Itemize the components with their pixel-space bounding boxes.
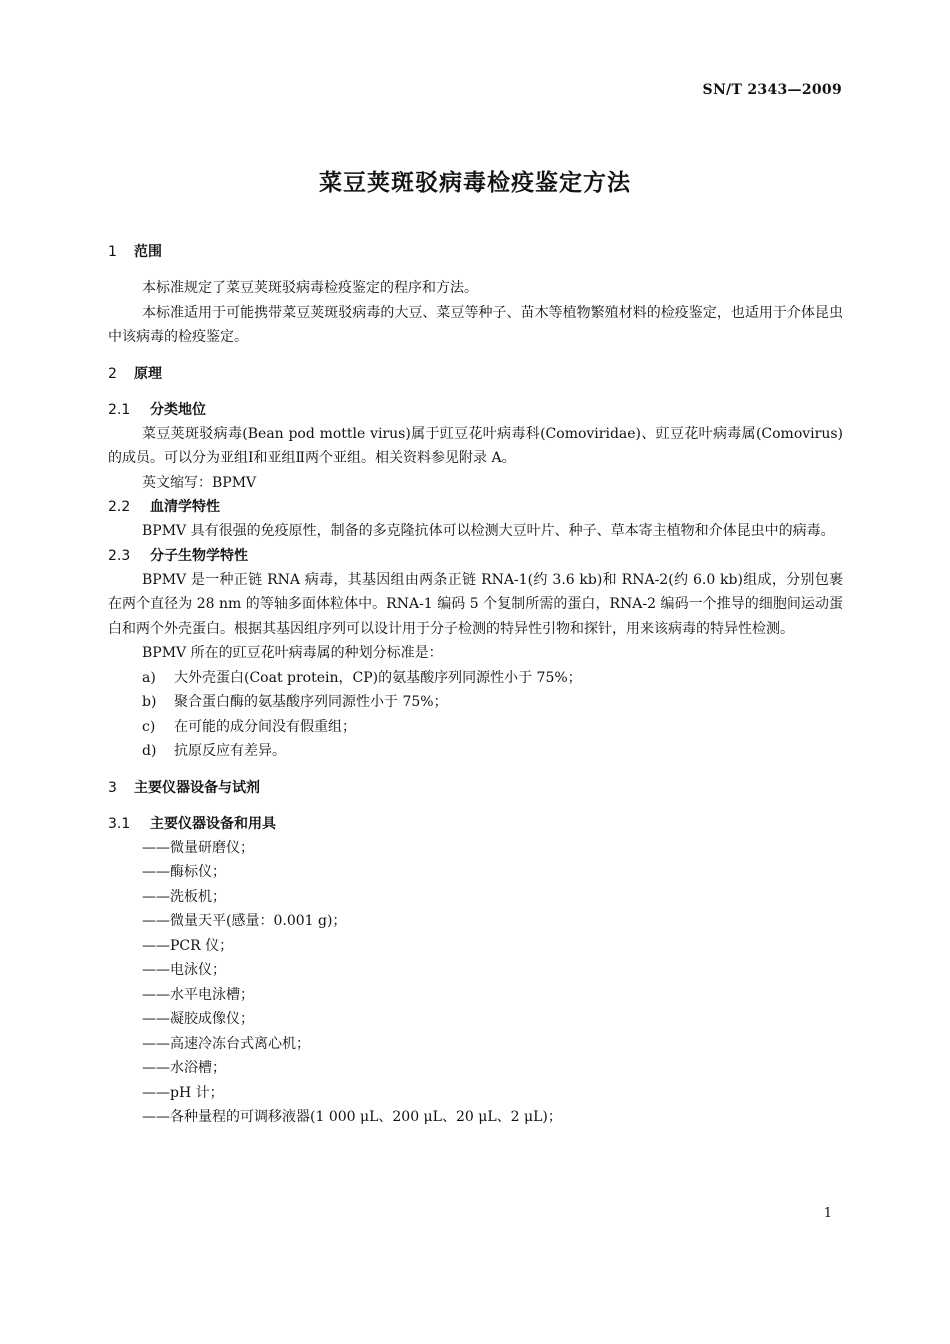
- list-text: 抗原反应有差异。: [174, 743, 286, 759]
- equipment-item: ——微量研磨仪；: [142, 839, 254, 856]
- subsection-title: 分子生物学特性: [150, 547, 248, 564]
- document-body: [108, 240, 843, 1130]
- list-label: b): [142, 694, 157, 710]
- paragraph: BPMV 是一种正链 RNA 病毒，其基因组由两条正链 RNA-1(约 3.6 kb)和 RNA-2(约 6.0 kb)组成，分别包裹在两个直径为 28 nm 的等轴多面体粒体中。RNA-1 编码 5 个复制所需的蛋白，RNA-2 编码一个推导的细胞间运动蛋白和两个外壳蛋白。根据其基因组序列可以设计用于分子检测的特异性引物和探针，用来该病毒的特异性检测。: [108, 571, 843, 637]
- equipment-item: ——洗板机；: [142, 888, 226, 905]
- subsection-heading: [108, 812, 843, 836]
- paragraph: BPMV 所在的豇豆花叶病毒属的种划分标准是：: [142, 645, 443, 661]
- subsection-title: 分类地位: [150, 401, 206, 418]
- page-number: 1: [823, 1206, 832, 1221]
- equipment-item: ——水平电泳槽；: [142, 986, 254, 1003]
- list-label: c): [142, 718, 156, 735]
- list-item: [108, 690, 843, 715]
- section-heading: [108, 240, 843, 264]
- equipment-item: ——凝胶成像仪；: [142, 1011, 254, 1027]
- list-label: d): [142, 743, 157, 759]
- equipment-item: ——各种量程的可调移液器(1 000 μL、200 μL、20 μL、2 μL)；: [142, 1109, 562, 1125]
- paragraph: 菜豆荚斑驳病毒(Bean pod mottle virus)属于豇豆花叶病毒科(Comoviridae)、豇豆花叶病毒属(Comovirus)的成员。可以分为亚组Ⅰ和亚组Ⅱ两个亚组。相关资料参见附录 A。: [108, 425, 843, 466]
- paragraph: 本标准规定了菜豆荚斑驳病毒检疫鉴定的程序和方法。: [142, 280, 478, 296]
- subsection-heading: [108, 398, 843, 422]
- equipment-item: ——PCR 仪；: [142, 937, 234, 954]
- subsection-heading: [108, 544, 843, 568]
- section-title: 原理: [134, 365, 162, 382]
- section-number: 3: [108, 779, 117, 796]
- section-heading: [108, 776, 843, 800]
- equipment-item: ——电泳仪；: [142, 962, 226, 978]
- equipment-item: ——酶标仪；: [142, 864, 226, 880]
- subsection-number: 2.3: [108, 547, 131, 564]
- list-item: [108, 715, 843, 740]
- subsection-title: 血清学特性: [150, 499, 220, 515]
- list-text: 大外壳蛋白(Coat protein，CP)的氨基酸序列同源性小于 75%；: [174, 669, 582, 686]
- subsection-number: 2.2: [108, 499, 131, 515]
- subsection-number: 2.1: [108, 401, 131, 418]
- equipment-item: ——微量天平(感量：0.001 g)；: [142, 913, 347, 929]
- equipment-item: ——高速冷冻台式离心机；: [142, 1035, 310, 1052]
- list-text: 聚合蛋白酶的氨基酸序列同源性小于 75%；: [174, 694, 448, 710]
- section-number: 2: [108, 365, 117, 382]
- list-item: [108, 666, 843, 691]
- paragraph: 英文缩写：BPMV: [142, 474, 257, 491]
- section-title: 范围: [134, 244, 162, 260]
- section-title: 主要仪器设备与试剂: [134, 779, 260, 796]
- subsection-title: 主要仪器设备和用具: [150, 815, 276, 832]
- subsection-heading: [108, 495, 843, 519]
- section-heading: [108, 362, 843, 386]
- document-title: 菜豆荚斑驳病毒检疫鉴定方法: [319, 170, 631, 196]
- equipment-item: ——水浴槽；: [142, 1060, 226, 1076]
- paragraph: BPMV 具有很强的免疫原性，制备的多克隆抗体可以检测大豆叶片、种子、草本寄主植物和介体昆虫中的病毒。: [142, 523, 835, 539]
- list-label: a): [142, 669, 156, 686]
- subsection-number: 3.1: [108, 815, 131, 832]
- list-text: 在可能的成分间没有假重组；: [174, 718, 356, 735]
- equipment-item: ——pH 计；: [142, 1084, 224, 1101]
- paragraph: 本标准适用于可能携带菜豆荚斑驳病毒的大豆、菜豆等种子、苗木等植物繁殖材料的检疫鉴定，也适用于介体昆虫中该病毒的检疫鉴定。: [108, 304, 843, 345]
- section-number: 1: [108, 244, 117, 260]
- list-item: [108, 739, 843, 764]
- standard-code: SN/T 2343—2009: [702, 82, 842, 98]
